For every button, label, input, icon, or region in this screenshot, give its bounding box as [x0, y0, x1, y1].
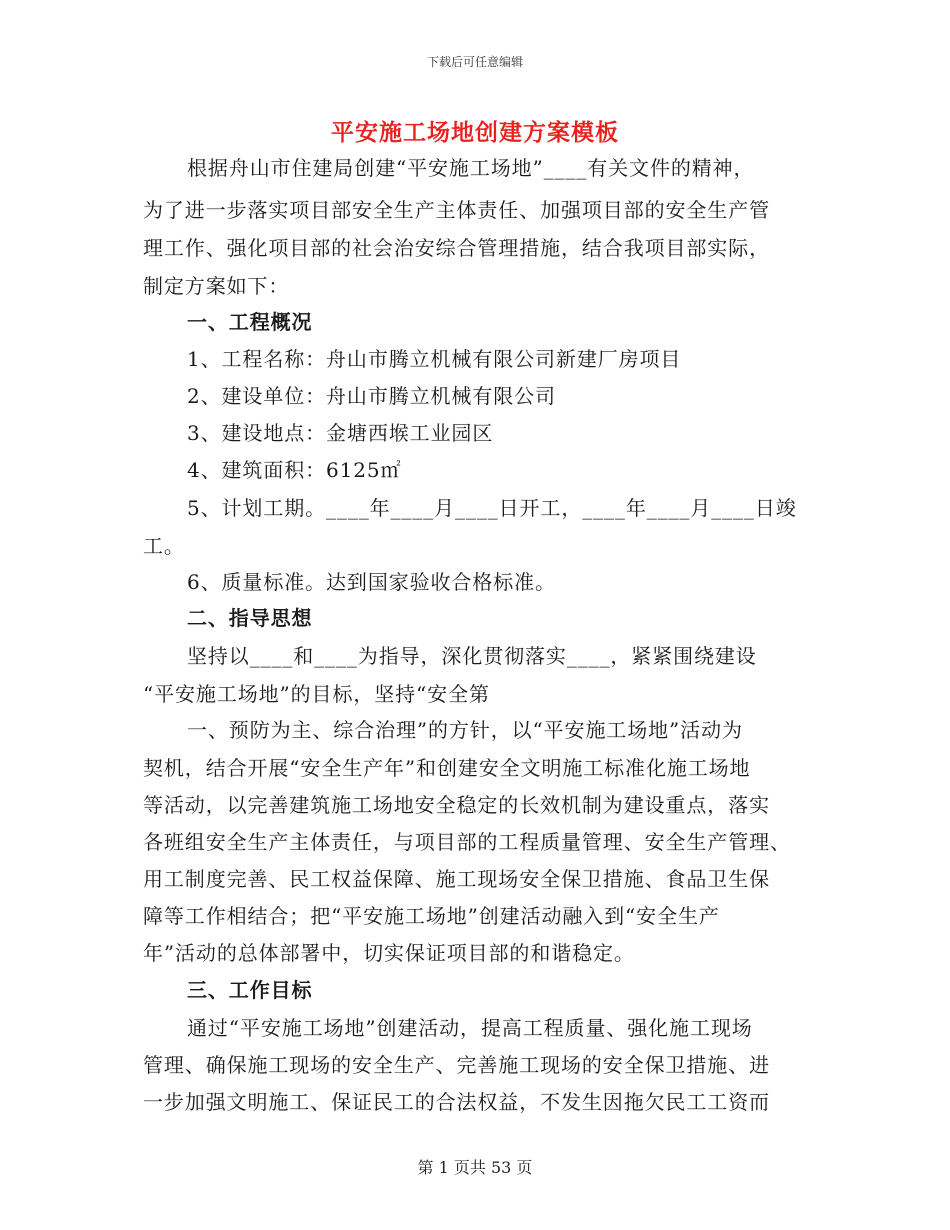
- intro-line: 为了进一步落实项目部安全生产主体责任、加强项目部的安全生产管: [143, 198, 770, 222]
- paragraph-line: 用工制度完善、民工权益保障、施工现场安全保卫措施、食品卫生保: [143, 867, 770, 891]
- page-footer: 第 1 页共 53 页: [417, 1158, 533, 1177]
- header-note: 下载后可任意编辑: [426, 55, 523, 69]
- intro-line: 根据舟山市住建局创建“平安施工场地”____有关文件的精神，: [187, 156, 755, 180]
- paragraph-line: 契机，结合开展“安全生产年”和创建安全文明施工标准化施工场地: [143, 756, 751, 780]
- paragraph-line: 年”活动的总体部署中，切实保证项目部的和谐稳定。: [143, 941, 635, 965]
- paragraph-line: 等活动，以完善建筑施工场地安全稳定的长效机制为建设重点，落实: [143, 793, 770, 817]
- paragraph-line: 一、预防为主、综合治理”的方针，以“平安施工场地”活动为: [187, 718, 743, 742]
- intro-line: 制定方案如下：: [143, 274, 290, 298]
- paragraph-line: “平安施工场地”的目标，坚持“安全第: [143, 682, 490, 706]
- paragraph-line: 坚持以____和____为指导，深化贯彻落实____，紧紧围绕建设: [187, 644, 757, 668]
- paragraph-line: 各班组安全生产主体责任，与项目部的工程质量管理、安全生产管理、: [143, 830, 791, 854]
- project-item: 6、质量标准。达到国家验收合格标准。: [187, 570, 556, 594]
- section-heading: 二、指导思想: [187, 606, 313, 630]
- document-title: 平安施工场地创建方案模板: [331, 119, 619, 146]
- project-item: 2、建设单位：舟山市腾立机械有限公司: [187, 384, 556, 408]
- intro-line: 理工作、强化项目部的社会治安综合管理措施，结合我项目部实际，: [143, 236, 770, 260]
- project-item: 1、工程名称：舟山市腾立机械有限公司新建厂房项目: [187, 347, 682, 371]
- paragraph-line: 管理、确保施工现场的安全生产、完善施工现场的安全保卫措施、进: [143, 1053, 770, 1077]
- project-item: 3、建设地点：金塘西堠工业园区: [187, 421, 494, 445]
- paragraph-line: 通过“平安施工场地”创建活动，提高工程质量、强化施工现场: [187, 1016, 753, 1040]
- project-item: 工。: [143, 534, 185, 558]
- project-item: 4、建筑面积：6125㎡: [187, 458, 402, 482]
- paragraph-line: 障等工作相结合；把“平安施工场地”创建活动融入到“安全生产: [143, 904, 720, 928]
- section-heading: 一、工程概况: [187, 310, 313, 334]
- project-item: 5、计划工期。____年____月____日开工，____年____月____日竣: [187, 496, 797, 520]
- section-heading: 三、工作目标: [187, 978, 313, 1002]
- paragraph-line: 一步加强文明施工、保证民工的合法权益，不发生因拖欠民工工资而: [143, 1090, 770, 1114]
